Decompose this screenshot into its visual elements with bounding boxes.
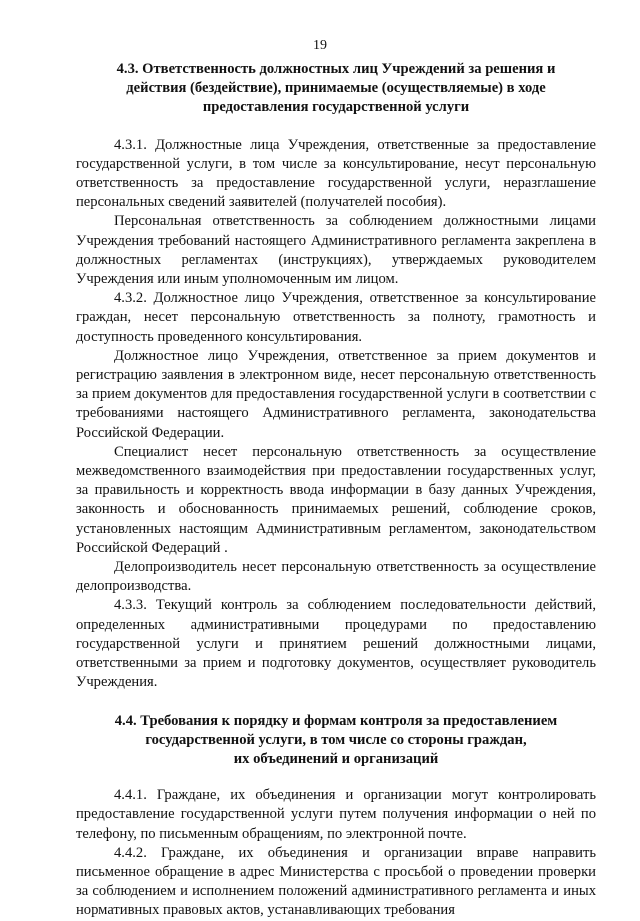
paragraph-document-intake: Должностное лицо Учреждения, ответственное за прием документов и регистрацию заявления в электронном виде, несет персональную ответственность за прием документов для предоставления государственной услуги в соответствии с требованиями настоящего Административного регламента, законодательства Российской Федерации.	[76, 347, 596, 441]
section-4-4-heading	[76, 712, 596, 770]
paragraph-4-4-2: 4.4.2. Граждане, их объединения и организации вправе направить письменное обращение в адрес Министерства с просьбой о проведении проверки за соблюдением и исполнением положений административного регламента и иных нормативных правовых актов, устанавливающих требования	[76, 844, 596, 919]
heading-line: действия (бездействие), принимаемые (осуществляемые) в ходе	[126, 80, 546, 97]
paragraph-4-3-3: 4.3.3. Текущий контроль за соблюдением последовательности действий, определенных административными процедурами по предоставлению государственной услуги и принятием решений должностными лицами, ответственными за прием и подготовку документов, осуществляет руководитель Учреждения.	[76, 597, 596, 691]
section-4-3-heading	[76, 60, 596, 118]
page-number: 19	[313, 38, 327, 53]
paragraph-4-4-1: 4.4.1. Граждане, их объединения и организации могут контролировать предоставление государственной услуги путем получения информации о ней по телефону, по письменным обращениям, по электронной почте.	[76, 787, 596, 842]
paragraph-records-clerk: Делопроизводитель несет персональную ответственность за осуществление делопроизводства.	[76, 559, 596, 595]
heading-line: 4.4. Требования к порядку и формам контроля за предоставлением	[114, 712, 558, 729]
paragraph-4-3-1: 4.3.1. Должностные лица Учреждения, ответственные за предоставление государственной услуги, в том числе за консультирование, несут персональную ответственность за предоставление государственной услуги, неразглашение персональных сведений заявителей (получателей пособия).	[76, 136, 596, 211]
paragraph-4-3-2: 4.3.2. Должностное лицо Учреждения, ответственное за консультирование граждан, несет персональную ответственность за полноту, грамотность и доступность проведенного консультирования.	[76, 290, 596, 345]
heading-line: 4.3. Ответственность должностных лиц Учреждений за решения и	[116, 61, 556, 77]
paragraph-personal-responsibility: Персональная ответственность за соблюдением должностными лицами Учреждения требований настоящего Административного регламента закреплена в должностных регламентах (инструкциях), утверждаемых руководителем Учреждения или иным уполномоченным им лицом.	[76, 213, 596, 288]
page-content	[76, 60, 596, 921]
heading-line: их объединений и организаций	[233, 750, 439, 767]
heading-line: государственной услуги, в том числе со стороны граждан,	[145, 731, 527, 748]
heading-line: предоставления государственной услуги	[202, 99, 470, 116]
paragraph-specialist: Специалист несет персональную ответственность за осуществление межведомственного взаимодействия при предоставлении государственных услуг, за правильность и корректность ввода информации в базу данных Учреждения, законность и обоснованность принимаемых решений, соблюдение сроков, установленных настоящим Административным регламентом, законодательством Российской Федераций .	[76, 443, 596, 556]
